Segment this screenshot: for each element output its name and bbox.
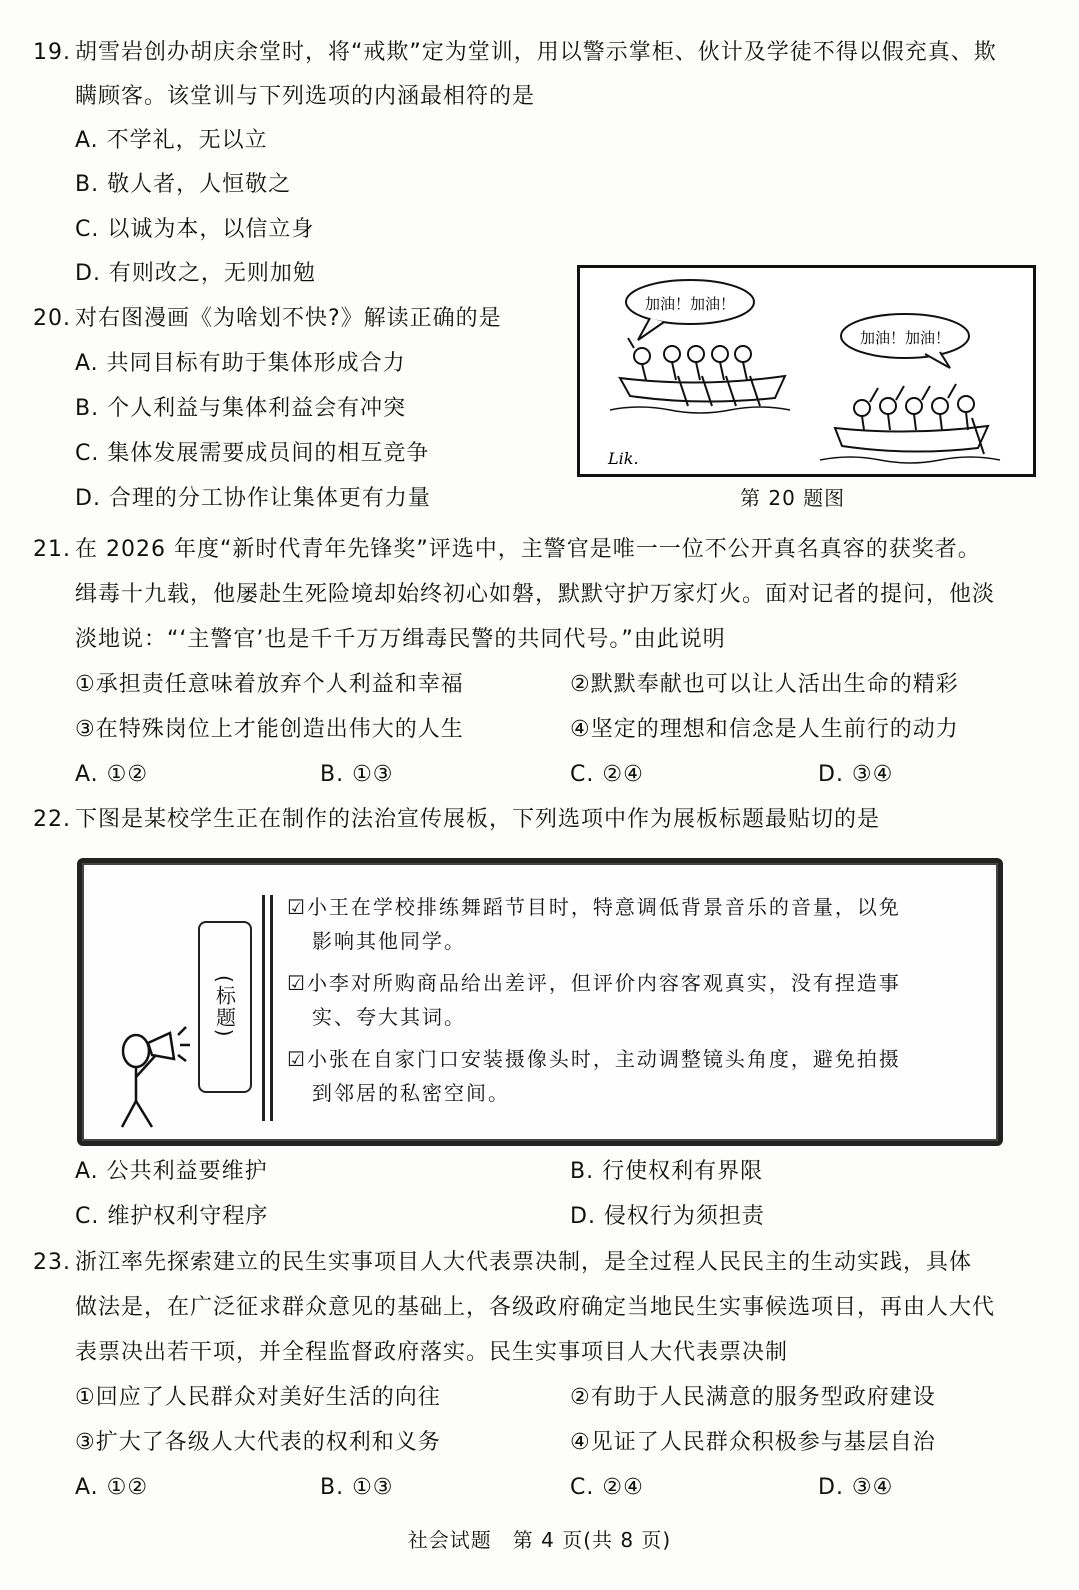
q23-option-b: B. ①③ [320, 1475, 394, 1500]
q21-statement-1: ①承担责任意味着放弃个人利益和幸福 [75, 672, 464, 697]
board-divider-line [270, 895, 273, 1121]
board-title-text: (标题) [212, 975, 237, 1039]
q23-stem-line2: 做法是，在广泛征求群众意见的基础上，各级政府确定当地民生实事候选项目，再由人大代 [75, 1295, 996, 1320]
q19-option-b: B. 敬人者，人恒敬之 [75, 172, 292, 197]
q23-statement-2: ②有助于人民满意的服务型政府建设 [570, 1385, 936, 1410]
board-item-3 [287, 1043, 901, 1075]
q20-comic [577, 265, 1036, 477]
q23-stem-line1: 浙江率先探索建立的民生实事项目人大代表票决制，是全过程人民民主的生动实践，具体 [75, 1250, 973, 1275]
q21-option-a: A. ①② [75, 762, 149, 787]
q19-option-c: C. 以诚为本，以信立身 [75, 217, 315, 242]
q23-stem-line3: 表票决出若干项，并全程监督政府落实。民生实事项目人大代表票决制 [75, 1340, 789, 1365]
q21-option-b: B. ①③ [320, 762, 394, 787]
board-item-2-line2: 实、夸大其词。 [312, 1005, 466, 1029]
q21-option-d: D. ③④ [818, 762, 894, 787]
q22-number: 22. [33, 807, 71, 832]
page-footer: 社会试题 第 4 页(共 8 页) [407, 1528, 672, 1552]
q23-statement-4: ④见证了人民群众积极参与基层自治 [570, 1430, 936, 1455]
q23-statement-1: ①回应了人民群众对美好生活的向往 [75, 1385, 441, 1410]
q21-number: 21. [33, 537, 71, 562]
q23-statement-3: ③扩大了各级人大代表的权利和义务 [75, 1430, 441, 1455]
q21-stem-line3: 淡地说：“‘主警官’也是千千万万缉毒民警的共同代号。”由此说明 [75, 627, 726, 652]
q21-stem-line2: 缉毒十九载，他屡赴生死险境却始终初心如磐，默默守护万家灯火。面对记者的提问，他淡 [75, 582, 996, 607]
q20-option-d: D. 合理的分工协作让集体更有力量 [75, 486, 431, 511]
q19-number: 19. [33, 40, 71, 65]
rowing-comic-illustration [580, 268, 1033, 474]
q19-stem-line2: 瞒顾客。该堂训与下列选项的内涵最相符的是 [75, 84, 536, 109]
q20-number: 20. [33, 306, 71, 331]
board-item-1-line1: 小王在学校排练舞蹈节目时，特意调低背景音乐的音量，以免 [306, 895, 901, 919]
q22-option-a: A. 公共利益要维护 [75, 1159, 268, 1184]
board-item-3-line2: 到邻居的私密空间。 [312, 1081, 510, 1105]
board-item-2 [287, 967, 901, 999]
checkbox-checked-icon: ☑ [287, 1047, 307, 1071]
q22-option-d: D. 侵权行为须担责 [570, 1204, 765, 1229]
q23-option-a: A. ①② [75, 1475, 149, 1500]
q22-stem: 下图是某校学生正在制作的法治宣传展板，下列选项中作为展板标题最贴切的是 [75, 807, 881, 832]
q19-option-a: A. 不学礼，无以立 [75, 128, 268, 153]
board-item-3-line1: 小张在自家门口安装摄像头时，主动调整镜头角度，避免拍摄 [306, 1047, 901, 1071]
q21-option-c: C. ②④ [570, 762, 644, 787]
comic-bubble-right: 加油！加油！ [859, 329, 951, 347]
q22-exhibition-board [77, 858, 1003, 1146]
board-divider-line [262, 895, 265, 1121]
q20-comic-caption: 第 20 题图 [740, 486, 846, 510]
q21-statement-2: ②默默奉献也可以让人活出生命的精彩 [570, 672, 959, 697]
q21-statement-4: ④坚定的理想和信念是人生前行的动力 [570, 717, 959, 742]
q22-option-c: C. 维护权利守程序 [75, 1204, 269, 1229]
q20-stem: 对右图漫画《为啥划不快?》解读正确的是 [75, 306, 502, 331]
board-title-plaque [198, 921, 252, 1093]
board-item-2-line1: 小李对所购商品给出差评，但评价内容客观真实，没有捏造事 [306, 971, 901, 995]
q23-number: 23. [33, 1250, 71, 1275]
q21-stem-line1: 在 2026 年度“新时代青年先锋奖”评选中，主警官是唯一一位不公开真名真容的获奖者。 [75, 537, 981, 562]
q23-option-c: C. ②④ [570, 1475, 644, 1500]
comic-bubble-left: 加油！加油！ [644, 295, 736, 313]
checkbox-checked-icon: ☑ [287, 895, 307, 919]
q20-option-c: C. 集体发展需要成员间的相互竞争 [75, 441, 430, 466]
q19-stem-line1: 胡雪岩创办胡庆余堂时，将“戒欺”定为堂训，用以警示掌柜、伙计及学徒不得以假充真、欺 [75, 40, 997, 65]
q23-option-d: D. ③④ [818, 1475, 894, 1500]
checkbox-checked-icon: ☑ [287, 971, 307, 995]
board-item-1 [287, 891, 901, 923]
board-item-1-line2: 影响其他同学。 [312, 929, 466, 953]
comic-signature: Lik. [608, 449, 639, 468]
megaphone-figure-icon [112, 1003, 192, 1133]
q20-option-a: A. 共同目标有助于集体形成合力 [75, 351, 406, 376]
q20-option-b: B. 个人利益与集体利益会有冲突 [75, 396, 407, 421]
q21-statement-3: ③在特殊岗位上才能创造出伟大的人生 [75, 717, 464, 742]
q19-option-d: D. 有则改之，无则加勉 [75, 261, 316, 286]
q22-option-b: B. 行使权利有界限 [570, 1159, 764, 1184]
